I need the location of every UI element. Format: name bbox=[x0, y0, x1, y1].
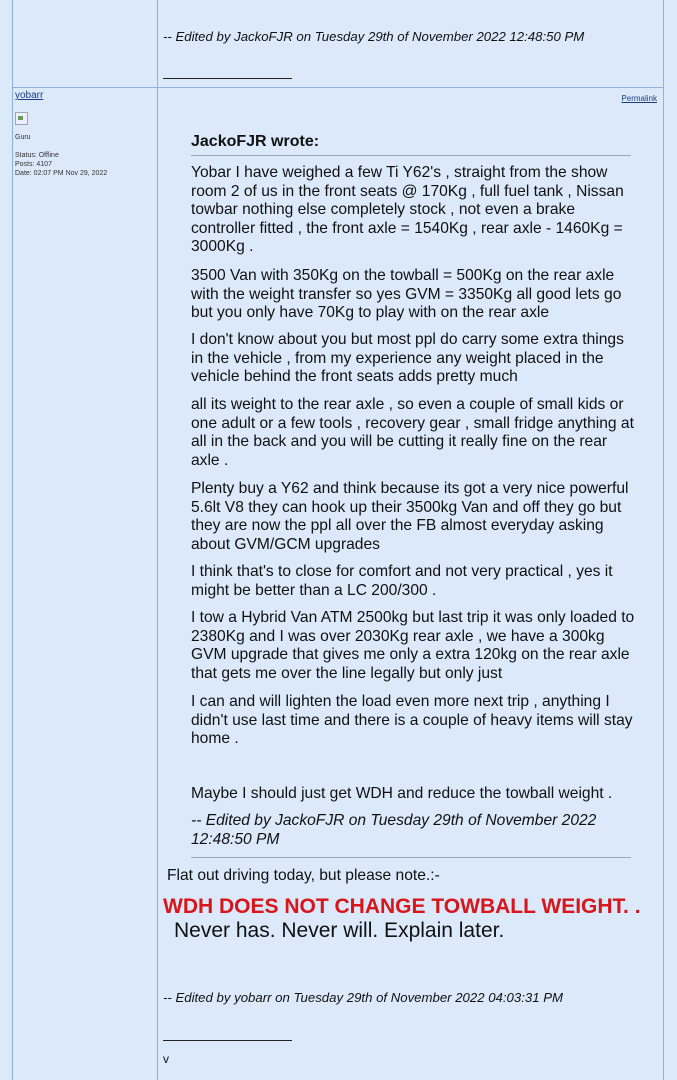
signature-text: v bbox=[163, 1052, 169, 1066]
quote-paragraph: I think that's to close for comfort and not very practical , yes it might be better than a LC 200/300 . bbox=[191, 563, 613, 599]
quote-paragraph: I tow a Hybrid Van ATM 2500kg but last trip it was only loaded to 2380Kg and I was over 2030Kg rear axle , we have a 300kg GVM upgrade that gives me only a extra 120kg on the rear axle that gets me over the line legally but only just bbox=[191, 609, 635, 682]
quote-top-rule bbox=[191, 155, 631, 156]
row-divider bbox=[12, 87, 664, 88]
quote-paragraph: I can and will lighten the load even more next trip , anything I didn't use last time and there is a couple of heavy items will stay home . bbox=[191, 693, 633, 748]
post-edited-note: -- Edited by yobarr on Tuesday 29th of November 2022 04:03:31 PM bbox=[163, 990, 564, 1005]
post-signature-rule bbox=[163, 1040, 292, 1041]
quote-paragraph: I don't know about you but most ppl do carry some extra things in the vehicle , from my experience any weight placed in the vehicle behind the front seats adds pretty much bbox=[191, 331, 624, 386]
table-border-middle bbox=[157, 0, 158, 1080]
quote-header: JackoFJR wrote: bbox=[191, 133, 320, 150]
author-rank: Guru bbox=[15, 134, 31, 141]
quote-edited-note: -- Edited by JackoFJR on Tuesday 29th of November 2022 12:48:50 PM bbox=[191, 812, 597, 848]
quote-paragraph: Plenty buy a Y62 and think because its got a very nice powerful 5.6lt V8 they can hook up their 3500kg Van and off they go but they are now the ppl all over the FB almost everyday asking about GVM/GCM upgrades bbox=[191, 480, 629, 553]
prev-post-signature-rule bbox=[163, 78, 292, 79]
reply-note: Flat out driving today, but please note.:- bbox=[167, 867, 440, 884]
permalink-link[interactable]: Permalink bbox=[621, 94, 657, 103]
table-border-right bbox=[663, 0, 664, 1080]
reply-subline: Never has. Never will. Explain later. bbox=[174, 919, 505, 942]
author-status: Status: Offline bbox=[15, 152, 59, 159]
quote-paragraph: 3500 Van with 350Kg on the towball = 500Kg on the rear axle with the weight transfer so yes GVM = 3350Kg all good lets go but you only have 70Kg to play with on the rear axle bbox=[191, 267, 622, 322]
reply-headline: WDH DOES NOT CHANGE TOWBALL WEIGHT. . bbox=[163, 895, 641, 918]
prev-post-edited-note: -- Edited by JackoFJR on Tuesday 29th of November 2022 12:48:50 PM bbox=[163, 29, 585, 44]
post-date: Date: 02:07 PM Nov 29, 2022 bbox=[15, 170, 108, 177]
table-border-left bbox=[12, 0, 13, 1080]
quote-paragraph: Maybe I should just get WDH and reduce the towball weight . bbox=[191, 785, 613, 802]
author-posts-count: Posts: 4107 bbox=[15, 161, 52, 168]
author-link[interactable]: yobarr bbox=[15, 90, 44, 101]
quote-paragraph: all its weight to the rear axle , so even a couple of small kids or one adult or a few tools , recovery gear , small fridge anything at all in the back and you will be cutting it really fine on the rear axle . bbox=[191, 396, 634, 469]
quote-bottom-rule bbox=[191, 857, 631, 858]
quote-paragraph: Yobar I have weighed a few Ti Y62's , straight from the show room 2 of us in the front seats @ 170Kg , full fuel tank , Nissan towbar nothing else completely stock , not even a brake controller fitted , the front axle = 1540Kg , rear axle - 1460Kg = 3000Kg . bbox=[191, 164, 624, 256]
avatar bbox=[15, 112, 28, 125]
